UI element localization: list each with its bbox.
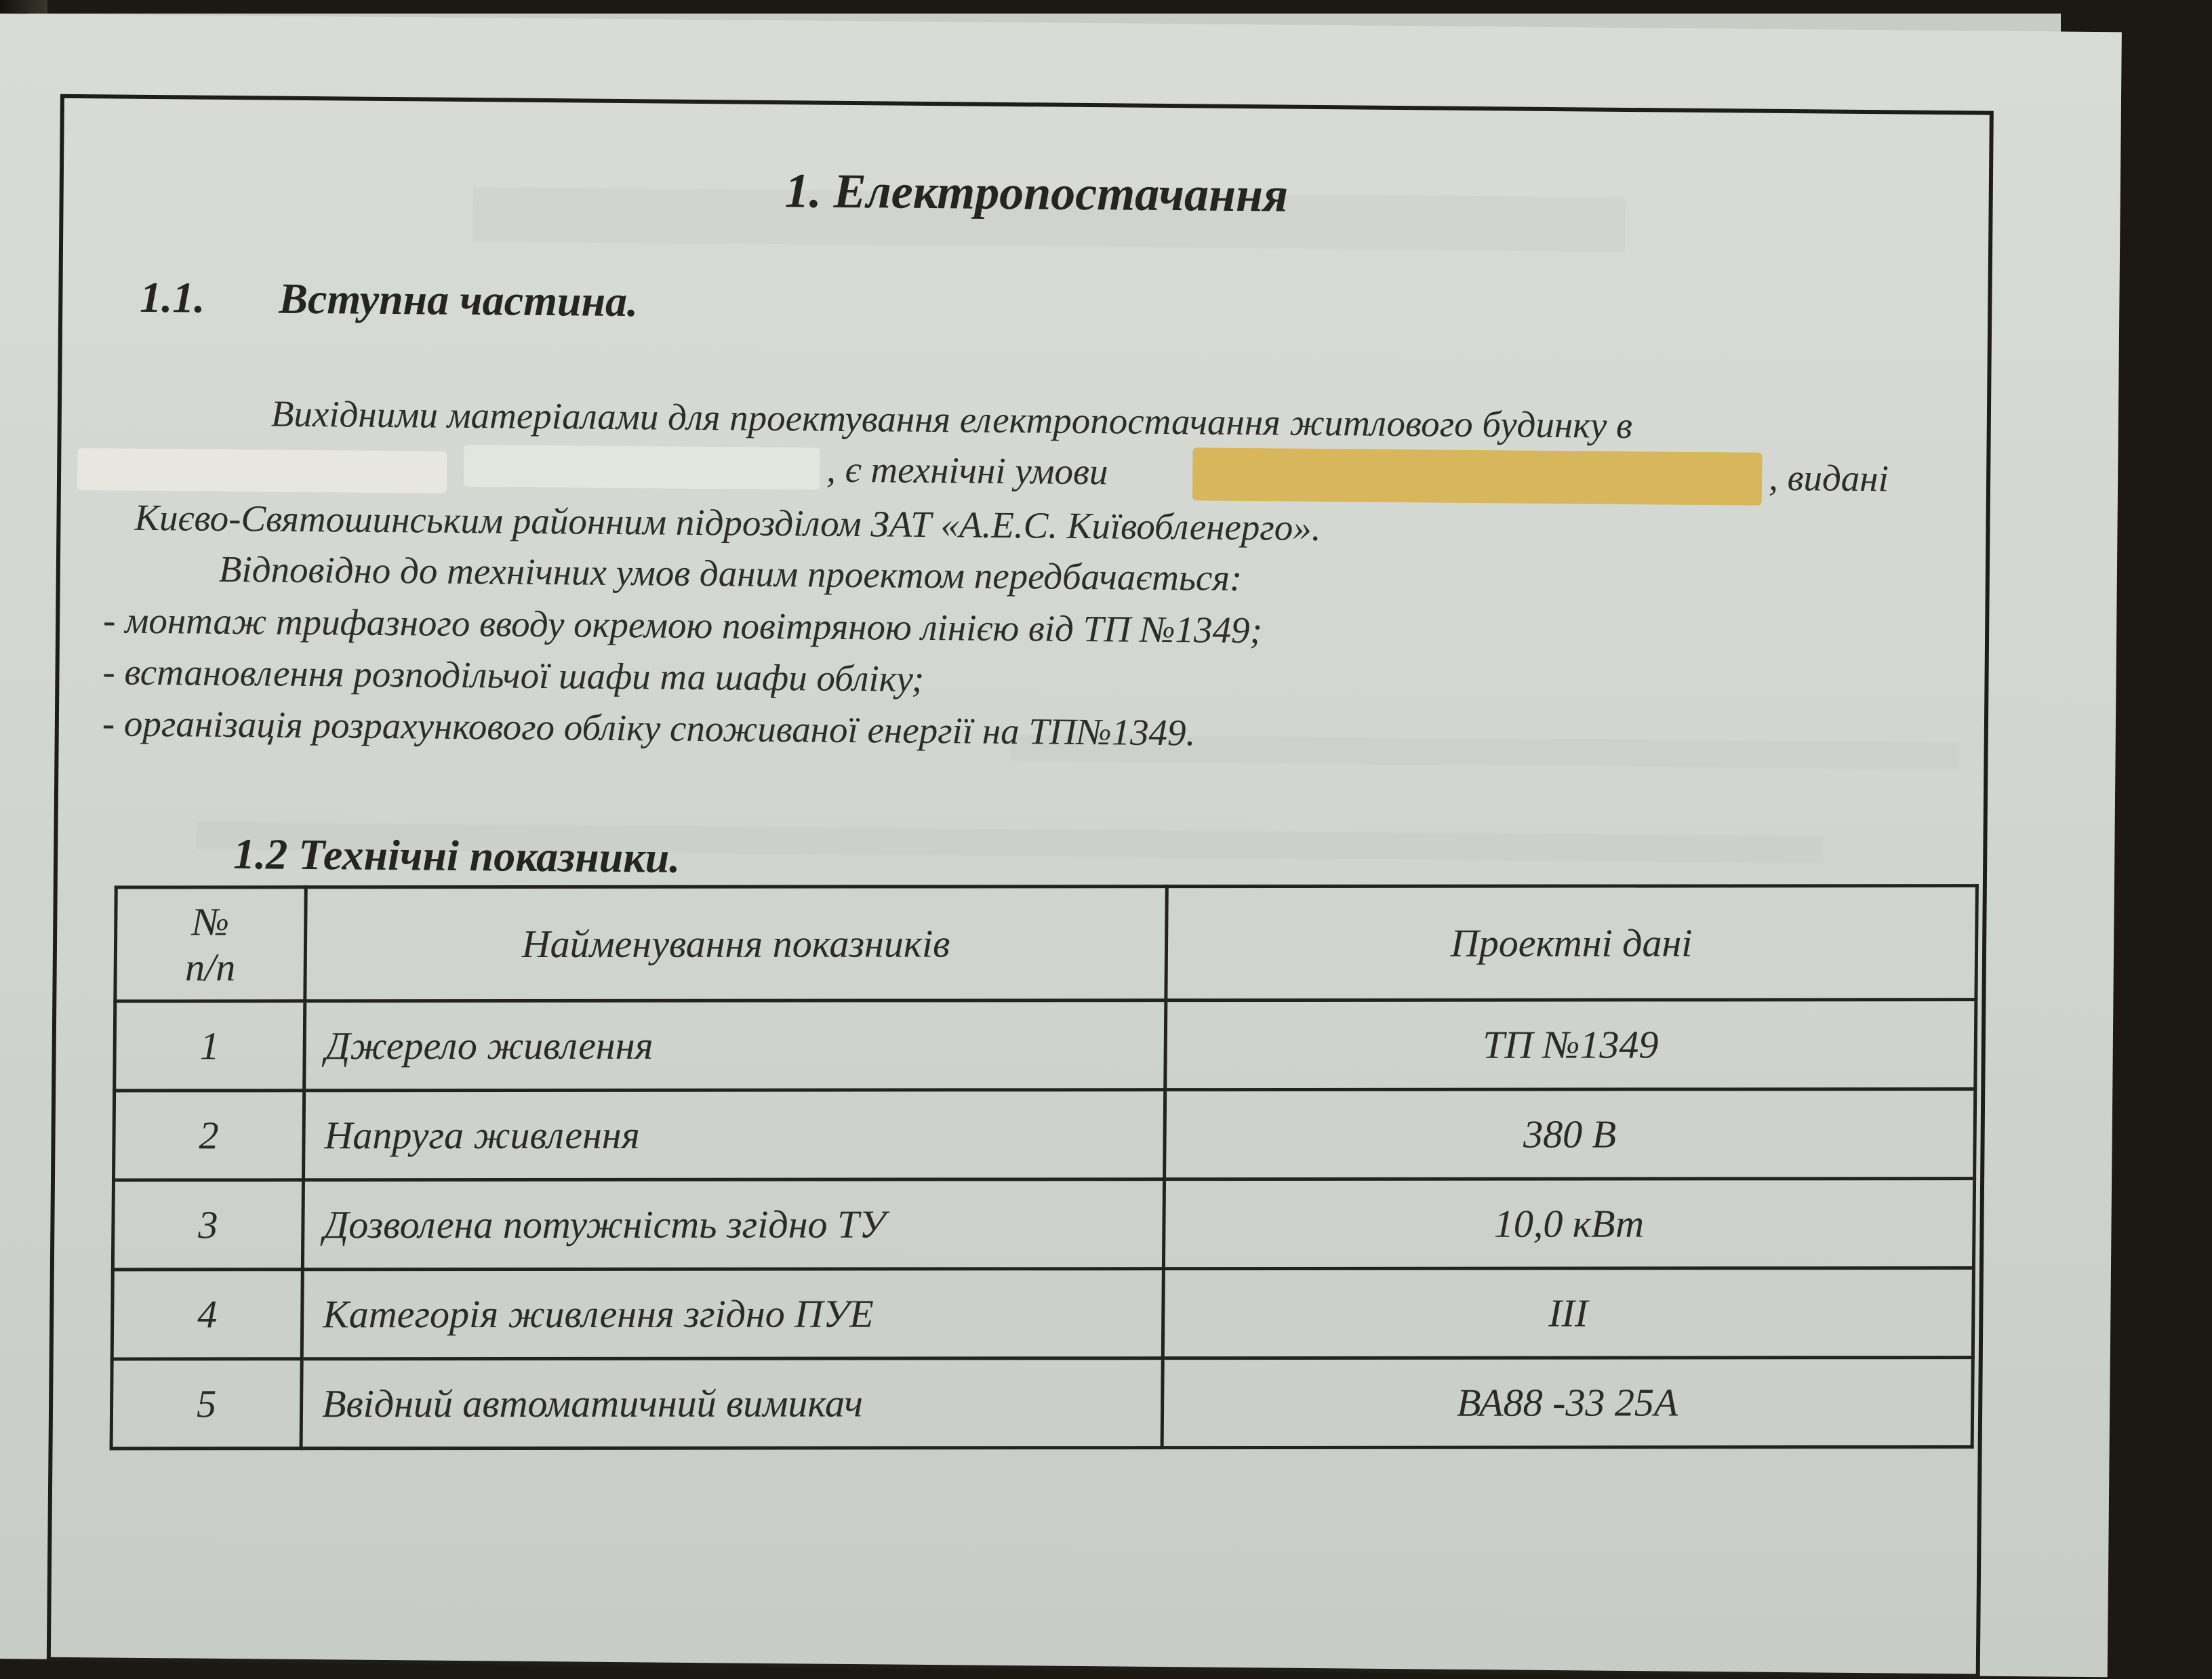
row-number: 4 — [112, 1270, 302, 1359]
document-page — [0, 14, 2122, 1677]
intro-heading: Вступна частина. — [279, 274, 639, 326]
row-name: Джерело живлення — [304, 1000, 1166, 1091]
intro-paragraph-line: Відповідно до технічних умов даним проектом передбачається: — [218, 548, 1243, 599]
table-row — [113, 1179, 1974, 1270]
redaction-strip — [464, 445, 820, 490]
row-value: ІІІ — [1163, 1268, 1973, 1358]
redaction-highlight — [1192, 447, 1763, 505]
intro-paragraph-line: Києво-Святошинським районним підрозділом ЗАТ «А.Е.С. Київобленерго». — [134, 496, 1321, 549]
header-cell-name: Найменування показників — [305, 887, 1167, 1001]
intro-heading-number: 1.1. — [140, 272, 205, 322]
tech-heading: 1.2 Технічні показники. — [233, 830, 681, 882]
table-row — [111, 1358, 1973, 1449]
header-cell-value: Проектні дані — [1166, 886, 1977, 1000]
section-title: 1. Електропостачання — [784, 163, 1289, 222]
intro-paragraph-line: Вихідними матеріалами для проектування електропостачання житлового будинку в — [270, 392, 1633, 447]
row-number: 3 — [113, 1180, 303, 1270]
tech-table — [110, 884, 1979, 1450]
row-name: Дозволена потужність згідно ТУ — [302, 1179, 1164, 1270]
row-value: ТП №1349 — [1165, 1000, 1976, 1090]
bullet-item: - монтаж трифазного вводу окремою повітряною лінією від ТП №1349; — [102, 599, 1263, 651]
row-name: Категорія живлення згідно ПУЕ — [302, 1269, 1163, 1359]
table-row — [115, 1000, 1976, 1091]
header-number-abbr: п/п — [184, 944, 236, 989]
table-header-row — [115, 886, 1977, 1001]
bullet-item: - встановлення розподільчої шафи та шафи обліку; — [102, 651, 925, 700]
intro-paragraph-line: , є технічні умови — [826, 448, 1108, 493]
header-cell-number — [115, 887, 306, 1001]
row-value: 380 В — [1165, 1089, 1975, 1179]
intro-paragraph-line: , видані — [1768, 456, 1889, 500]
row-number: 1 — [115, 1001, 305, 1091]
bullet-item: - організація розрахункового обліку споживаної енергії на ТП№1349. — [102, 702, 1196, 754]
row-number: 2 — [113, 1091, 304, 1180]
row-value: ВА88 -33 25А — [1162, 1358, 1973, 1448]
row-name: Напруга живлення — [304, 1090, 1165, 1180]
row-number: 5 — [111, 1359, 302, 1449]
redaction-strip — [77, 448, 447, 493]
row-name: Ввідний автоматичний вимикач — [301, 1358, 1163, 1449]
header-number-symbol: № — [192, 899, 230, 944]
table-row — [113, 1089, 1975, 1180]
table-row — [112, 1268, 1973, 1359]
row-value: 10,0 кВт — [1163, 1179, 1974, 1269]
